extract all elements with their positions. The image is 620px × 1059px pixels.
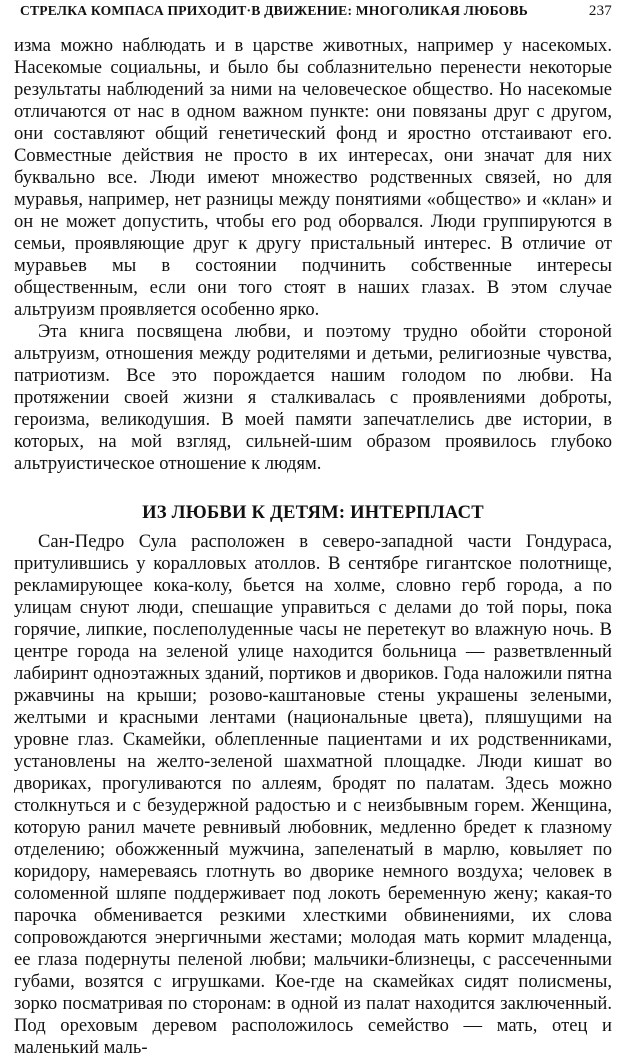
- paragraph-san-pedro-sula: Сан-Педро Сула расположен в северо-западной части Гондураса, притулившись у коралловых атоллов. В сентябре гигантское полотнище, рекламирующее кока-колу, бьется на холме, словно герб города, а по улицам снуют люди, спешащие управиться с делами до той поры, пока горячие, липкие, послеполуденные часы не перетекут во влажную ночь. В центре города на зеленой улице находится больница — разветвленный лабиринт одноэтажных зданий, портиков и двориков. Года наложили пятна ржавчины на крыши; розово-каштановые стены украшены зелеными, желтыми и красными лентами (национальные цвета), пляшущими на уровне глаз. Скамейки, облепленные пациентами и их родственниками, установлены на желто-зеленой шахматной площадке. Люди кишат во двориках, прогуливаются по аллеям, бродят по палатам. Здесь можно столкнуться и с безудержной радостью и с неизбывным горем. Женщина, которую ранил мачете ревнивый любовник, медленно бредет к глазному отделению; обожженный мужчина, запеленатый в марлю, ковыляет по коридору, намереваясь глотнуть во дворике немного воздуха; человек в соломенной шляпе поддерживает под локоть беременную жену; какая-то парочка обменивается резкими хлесткими обвинениями, их слова сопровождаются энергичными жестами; молодая мать кормит младенца, ее глаза подернуты пеленой любви; мальчики-близнецы, с рассеченными губами, возятся с игрушками. Кое-где на скамейках сидят полисмены, зорко посматривая по сторонам: в одной из палат находится заключенный. Под ореховым деревом расположилось семейство — мать, отец и маленький маль-: [14, 531, 612, 1058]
- page-number: 237: [588, 3, 612, 19]
- page-body: [14, 35, 612, 1059]
- paragraph-altruism: Эта книга посвящена любви, и поэтому трудно обойти стороной альтруизм, отношения между родителями и детьми, религиозные чувства, патриотизм. Все это порождается нашим голодом по любви. На протяжении своей жизни я сталкивалась с проявлениями доброты, героизма, великодушия. В моей памяти запечатлелись две истории, в которых, на мой взгляд, сильней-шим образом проявилось глубоко альтруистическое отношение к людям.: [14, 321, 612, 474]
- running-title: СТРЕЛКА КОМПАСА ПРИХОДИТ·В ДВИЖЕНИЕ: МНОГОЛИКАЯ ЛЮБОВЬ: [20, 3, 528, 18]
- paragraph-continuation: изма можно наблюдать и в царстве животных, например у насекомых. Насекомые социальны, и было бы соблазнительно перенести некоторые результаты наблюдений за ними на человеческое общество. Но насекомые отличаются от нас в одном важном пункте: они повязаны друг с другом, они составляют общий генетический фонд и яростно отстаивают его. Совместные действия не просто в их интересах, они значат для них буквально все. Люди имеют множество родственных связей, но для муравья, например, нет разницы между понятиями «общество» и «клан» и он не может допустить, чтобы его род оборвался. Люди группируются в семьи, проявляющие друг к другу пристальный интерес. В отличие от муравьев мы в состоянии подчинить собственные интересы общественным, если они того стоят в наших глазах. В этом случае альтруизм проявляется особенно ярко.: [14, 35, 612, 320]
- section-heading: ИЗ ЛЮБВИ К ДЕТЯМ: ИНТЕРПЛАСТ: [142, 502, 484, 523]
- running-header: [14, 1, 612, 23]
